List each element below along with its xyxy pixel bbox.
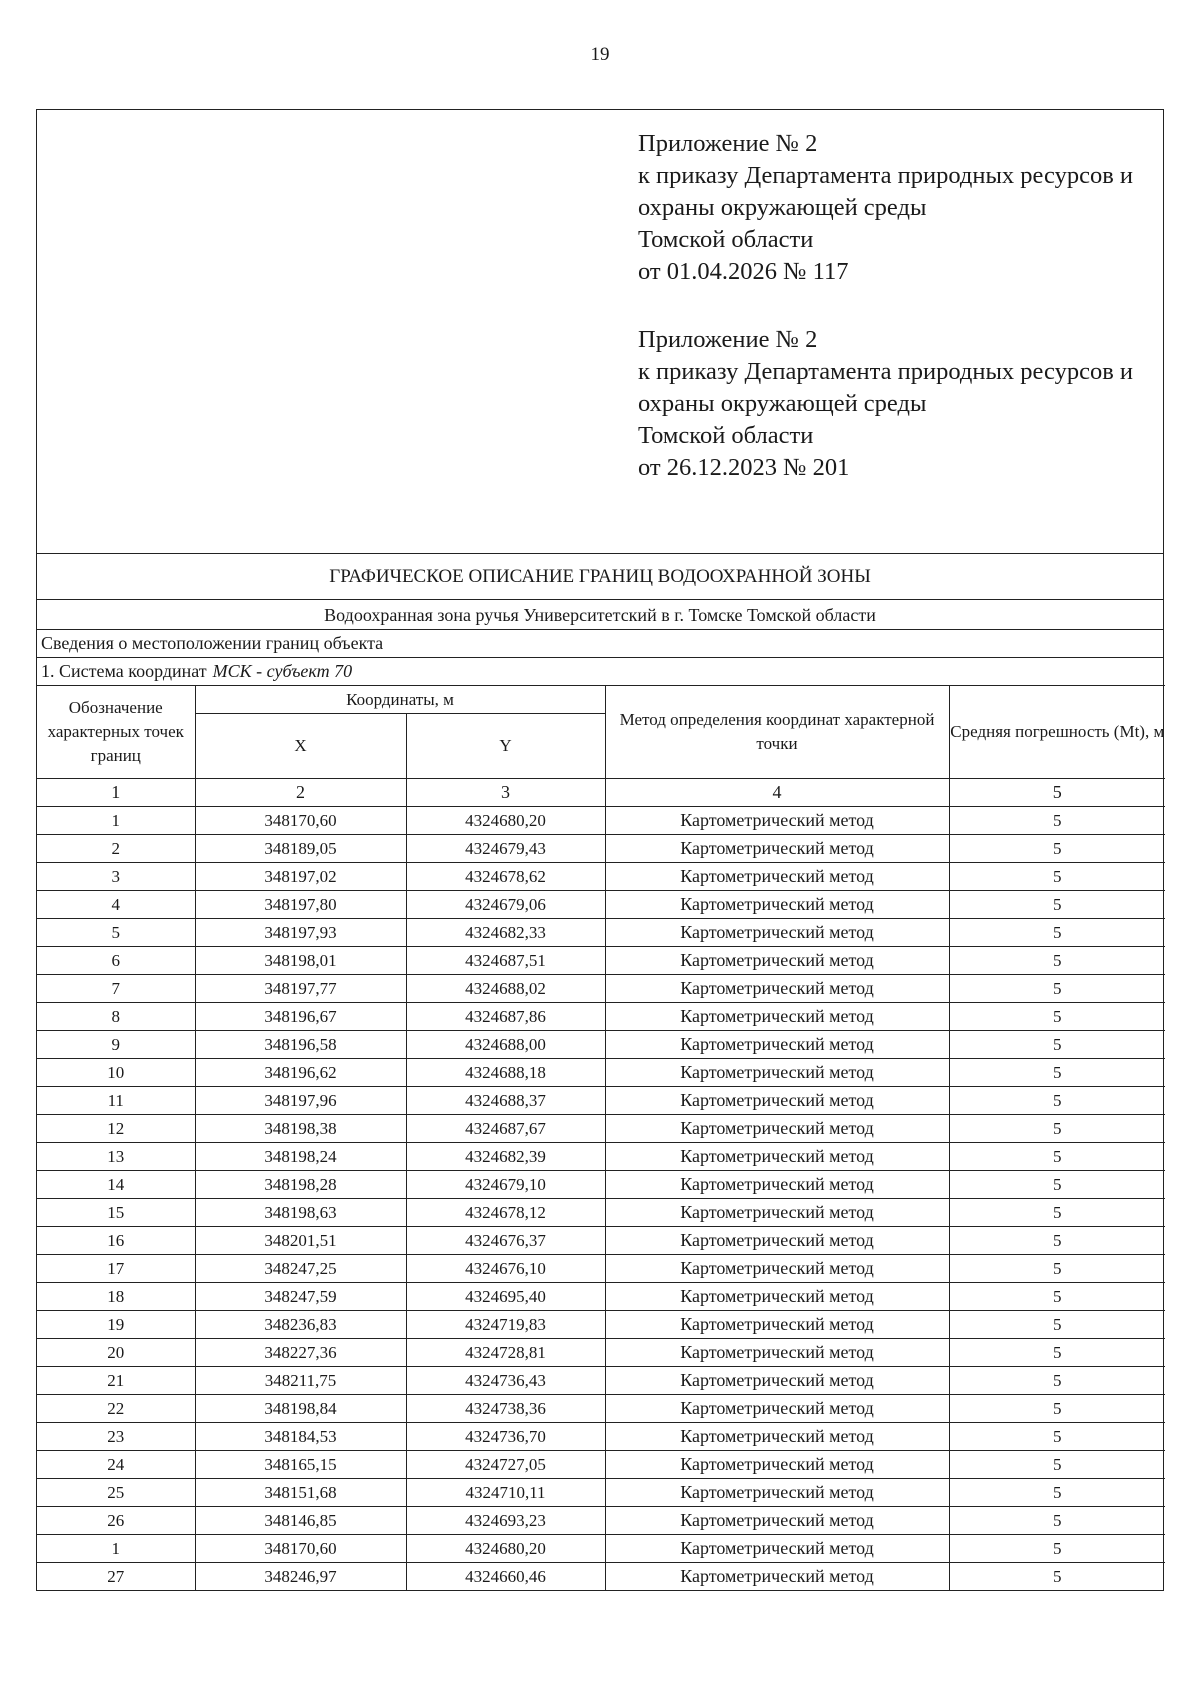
table-body	[37, 807, 1165, 1591]
cell-error: 5	[949, 1003, 1165, 1031]
table-row	[37, 807, 1165, 835]
document-subtitle: Водоохранная зона ручья Университетский в г. Томске Томской области	[37, 600, 1163, 630]
cell-error: 5	[949, 919, 1165, 947]
cell-point: 12	[37, 1115, 195, 1143]
cell-error: 5	[949, 1059, 1165, 1087]
cell-x: 348198,38	[195, 1115, 406, 1143]
cell-method: Картометрический метод	[605, 891, 949, 919]
cell-method: Картометрический метод	[605, 975, 949, 1003]
cell-point: 11	[37, 1087, 195, 1115]
table-row	[37, 1395, 1165, 1423]
appendix-current-line1: Приложение № 2	[638, 130, 818, 157]
cell-error: 5	[949, 1031, 1165, 1059]
cell-point: 4	[37, 891, 195, 919]
cell-method: Картометрический метод	[605, 1199, 949, 1227]
table-row	[37, 1283, 1165, 1311]
cell-error: 5	[949, 1255, 1165, 1283]
cell-error: 5	[949, 1283, 1165, 1311]
table-row	[37, 1003, 1165, 1031]
cell-error: 5	[949, 1311, 1165, 1339]
cell-point: 18	[37, 1283, 195, 1311]
cell-method: Картометрический метод	[605, 1311, 949, 1339]
cell-y: 4324679,43	[406, 835, 605, 863]
table-row	[37, 1451, 1165, 1479]
cell-y: 4324676,37	[406, 1227, 605, 1255]
cell-y: 4324679,10	[406, 1171, 605, 1199]
header-coordinates: Координаты, м	[195, 686, 605, 714]
cell-error: 5	[949, 1115, 1165, 1143]
cell-point: 3	[37, 863, 195, 891]
cell-y: 4324736,43	[406, 1367, 605, 1395]
cell-error: 5	[949, 835, 1165, 863]
coordinate-system-value: МСК - субъект 70	[212, 661, 353, 681]
header-method: Метод определения координат характерной точки	[605, 686, 949, 779]
cell-error: 5	[949, 863, 1165, 891]
cell-x: 348247,59	[195, 1283, 406, 1311]
cell-y: 4324693,23	[406, 1507, 605, 1535]
cell-x: 348197,93	[195, 919, 406, 947]
cell-method: Картометрический метод	[605, 1563, 949, 1591]
column-number: 3	[406, 779, 605, 807]
cell-y: 4324682,39	[406, 1143, 605, 1171]
cell-x: 348201,51	[195, 1227, 406, 1255]
table-row	[37, 1339, 1165, 1367]
cell-x: 348196,67	[195, 1003, 406, 1031]
cell-y: 4324687,86	[406, 1003, 605, 1031]
cell-x: 348146,85	[195, 1507, 406, 1535]
cell-point: 24	[37, 1451, 195, 1479]
table-row	[37, 1255, 1165, 1283]
table-row	[37, 1563, 1165, 1591]
cell-y: 4324688,02	[406, 975, 605, 1003]
table-row	[37, 1227, 1165, 1255]
header-block	[37, 110, 1163, 554]
cell-error: 5	[949, 947, 1165, 975]
cell-y: 4324695,40	[406, 1283, 605, 1311]
header-y: Y	[406, 714, 605, 779]
cell-x: 348170,60	[195, 1535, 406, 1563]
cell-y: 4324736,70	[406, 1423, 605, 1451]
cell-error: 5	[949, 1507, 1165, 1535]
column-number: 4	[605, 779, 949, 807]
cell-method: Картометрический метод	[605, 1171, 949, 1199]
coordinate-system	[37, 658, 1163, 685]
table-row	[37, 1535, 1165, 1563]
appendix-current-line5: от 01.04.2026 № 117	[638, 258, 849, 285]
cell-y: 4324688,18	[406, 1059, 605, 1087]
appendix-previous-line2: к приказу Департамента природных ресурсов и	[638, 358, 1134, 385]
cell-point: 23	[37, 1423, 195, 1451]
cell-y: 4324660,46	[406, 1563, 605, 1591]
cell-point: 1	[37, 1535, 195, 1563]
cell-y: 4324688,00	[406, 1031, 605, 1059]
cell-x: 348151,68	[195, 1479, 406, 1507]
cell-error: 5	[949, 1199, 1165, 1227]
cell-error: 5	[949, 1479, 1165, 1507]
cell-point: 19	[37, 1311, 195, 1339]
coordinate-system-prefix: 1. Система координат	[41, 661, 207, 681]
cell-x: 348196,58	[195, 1031, 406, 1059]
cell-method: Картометрический метод	[605, 1087, 949, 1115]
cell-point: 17	[37, 1255, 195, 1283]
cell-x: 348184,53	[195, 1423, 406, 1451]
cell-error: 5	[949, 807, 1165, 835]
column-number: 5	[949, 779, 1165, 807]
cell-method: Картометрический метод	[605, 1255, 949, 1283]
cell-point: 25	[37, 1479, 195, 1507]
cell-y: 4324719,83	[406, 1311, 605, 1339]
cell-point: 13	[37, 1143, 195, 1171]
cell-point: 6	[37, 947, 195, 975]
cell-error: 5	[949, 1395, 1165, 1423]
cell-point: 1	[37, 807, 195, 835]
cell-error: 5	[949, 975, 1165, 1003]
cell-error: 5	[949, 1339, 1165, 1367]
cell-y: 4324676,10	[406, 1255, 605, 1283]
column-number-row	[37, 779, 1165, 807]
cell-x: 348189,05	[195, 835, 406, 863]
cell-method: Картометрический метод	[605, 835, 949, 863]
table-row	[37, 863, 1165, 891]
cell-error: 5	[949, 1227, 1165, 1255]
appendix-previous-line5: от 26.12.2023 № 201	[638, 454, 850, 481]
cell-method: Картометрический метод	[605, 1507, 949, 1535]
cell-point: 21	[37, 1367, 195, 1395]
column-number: 1	[37, 779, 195, 807]
table-row	[37, 1199, 1165, 1227]
cell-y: 4324727,05	[406, 1451, 605, 1479]
cell-x: 348198,63	[195, 1199, 406, 1227]
cell-method: Картометрический метод	[605, 1339, 949, 1367]
cell-x: 348170,60	[195, 807, 406, 835]
cell-method: Картометрический метод	[605, 807, 949, 835]
cell-point: 16	[37, 1227, 195, 1255]
cell-y: 4324680,20	[406, 807, 605, 835]
cell-x: 348198,84	[195, 1395, 406, 1423]
cell-y: 4324678,62	[406, 863, 605, 891]
table-row	[37, 1507, 1165, 1535]
cell-point: 8	[37, 1003, 195, 1031]
cell-y: 4324682,33	[406, 919, 605, 947]
cell-method: Картометрический метод	[605, 1143, 949, 1171]
cell-method: Картометрический метод	[605, 1283, 949, 1311]
table-row	[37, 1115, 1165, 1143]
cell-point: 27	[37, 1563, 195, 1591]
table-row	[37, 1143, 1165, 1171]
cell-x: 348247,25	[195, 1255, 406, 1283]
cell-x: 348198,28	[195, 1171, 406, 1199]
table-row	[37, 891, 1165, 919]
cell-error: 5	[949, 1171, 1165, 1199]
table-row	[37, 947, 1165, 975]
cell-error: 5	[949, 1143, 1165, 1171]
cell-point: 26	[37, 1507, 195, 1535]
cell-point: 14	[37, 1171, 195, 1199]
cell-error: 5	[949, 891, 1165, 919]
cell-y: 4324680,20	[406, 1535, 605, 1563]
cell-y: 4324728,81	[406, 1339, 605, 1367]
cell-method: Картометрический метод	[605, 1423, 949, 1451]
table-row	[37, 835, 1165, 863]
table-row	[37, 1031, 1165, 1059]
cell-x: 348198,01	[195, 947, 406, 975]
table-row	[37, 919, 1165, 947]
cell-point: 5	[37, 919, 195, 947]
appendix-current-line4: Томской области	[638, 226, 814, 253]
appendix-previous-line1: Приложение № 2	[638, 326, 818, 353]
cell-method: Картометрический метод	[605, 1115, 949, 1143]
appendix-current-line2: к приказу Департамента природных ресурсов и	[638, 162, 1134, 189]
cell-x: 348246,97	[195, 1563, 406, 1591]
cell-error: 5	[949, 1367, 1165, 1395]
cell-point: 10	[37, 1059, 195, 1087]
cell-x: 348236,83	[195, 1311, 406, 1339]
page-number: 19	[590, 44, 610, 65]
cell-method: Картометрический метод	[605, 1451, 949, 1479]
cell-point: 2	[37, 835, 195, 863]
table-row	[37, 1087, 1165, 1115]
cell-method: Картометрический метод	[605, 947, 949, 975]
header-error: Средняя погрешность (Mt), м	[949, 686, 1165, 779]
cell-method: Картометрический метод	[605, 1031, 949, 1059]
cell-error: 5	[949, 1535, 1165, 1563]
appendix-current-line3: охраны окружающей среды	[638, 194, 927, 221]
cell-point: 7	[37, 975, 195, 1003]
appendix-previous	[638, 324, 1133, 484]
cell-error: 5	[949, 1451, 1165, 1479]
cell-method: Картометрический метод	[605, 1059, 949, 1087]
cell-y: 4324688,37	[406, 1087, 605, 1115]
cell-x: 348165,15	[195, 1451, 406, 1479]
cell-x: 348197,77	[195, 975, 406, 1003]
cell-method: Картометрический метод	[605, 1479, 949, 1507]
table-row	[37, 1311, 1165, 1339]
table-row	[37, 1423, 1165, 1451]
cell-error: 5	[949, 1087, 1165, 1115]
cell-point: 15	[37, 1199, 195, 1227]
cell-x: 348197,80	[195, 891, 406, 919]
cell-y: 4324687,51	[406, 947, 605, 975]
cell-point: 20	[37, 1339, 195, 1367]
cell-y: 4324678,12	[406, 1199, 605, 1227]
cell-x: 348211,75	[195, 1367, 406, 1395]
cell-x: 348227,36	[195, 1339, 406, 1367]
cell-y: 4324687,67	[406, 1115, 605, 1143]
column-number: 2	[195, 779, 406, 807]
cell-method: Картометрический метод	[605, 1395, 949, 1423]
cell-method: Картометрический метод	[605, 863, 949, 891]
cell-x: 348196,62	[195, 1059, 406, 1087]
cell-x: 348197,02	[195, 863, 406, 891]
cell-y: 4324710,11	[406, 1479, 605, 1507]
cell-method: Картометрический метод	[605, 1535, 949, 1563]
appendix-previous-line4: Томской области	[638, 422, 814, 449]
section-label: Сведения о местоположении границ объекта	[37, 630, 1163, 658]
header-designation: Обозначение характерных точек границ	[37, 686, 195, 779]
cell-method: Картометрический метод	[605, 1003, 949, 1031]
table-row	[37, 1171, 1165, 1199]
header-x: X	[195, 714, 406, 779]
table-row	[37, 1059, 1165, 1087]
appendix-current	[638, 128, 1133, 288]
document-frame	[36, 109, 1164, 1591]
cell-x: 348197,96	[195, 1087, 406, 1115]
table-row	[37, 1479, 1165, 1507]
cell-y: 4324738,36	[406, 1395, 605, 1423]
cell-error: 5	[949, 1563, 1165, 1591]
document-title: ГРАФИЧЕСКОЕ ОПИСАНИЕ ГРАНИЦ ВОДООХРАННОЙ ЗОНЫ	[37, 554, 1163, 600]
cell-method: Картометрический метод	[605, 1227, 949, 1255]
cell-method: Картометрический метод	[605, 1367, 949, 1395]
table-row	[37, 975, 1165, 1003]
cell-error: 5	[949, 1423, 1165, 1451]
cell-method: Картометрический метод	[605, 919, 949, 947]
cell-point: 22	[37, 1395, 195, 1423]
cell-point: 9	[37, 1031, 195, 1059]
appendix-previous-line3: охраны окружающей среды	[638, 390, 927, 417]
table-row	[37, 1367, 1165, 1395]
cell-x: 348198,24	[195, 1143, 406, 1171]
cell-y: 4324679,06	[406, 891, 605, 919]
coordinates-table	[37, 685, 1165, 1590]
